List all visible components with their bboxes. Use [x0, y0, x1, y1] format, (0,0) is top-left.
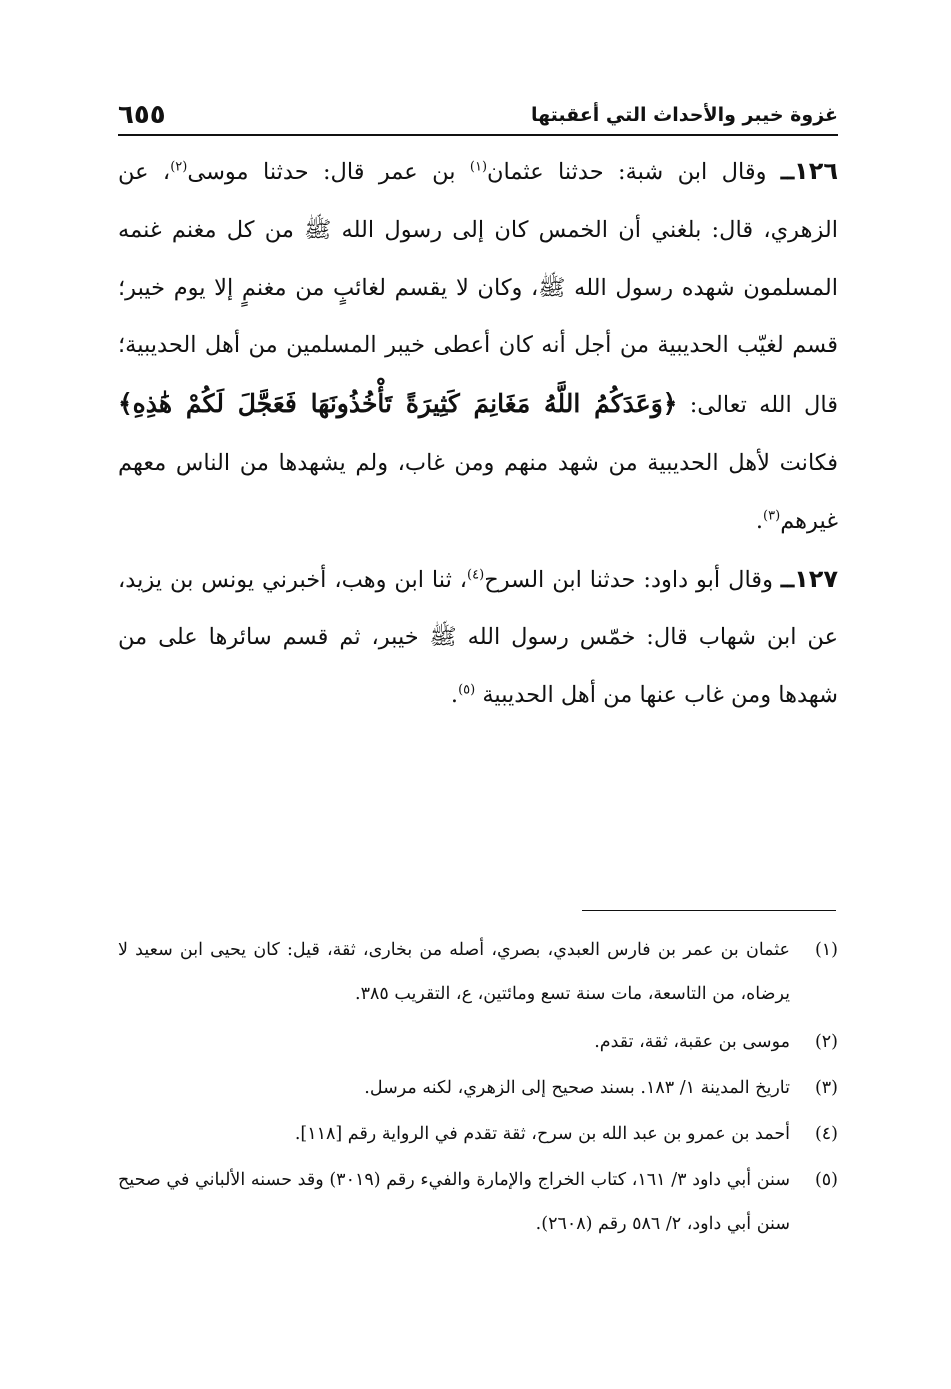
hadith-number: ١٢٦ [794, 157, 838, 185]
footnote-item [118, 928, 838, 1020]
footnote-text: سنن أبي داود ٣/ ١٦١، كتاب الخراج والإمارة والفيء رقم (٣٠١٩) وقد حسنه الألباني في صحيح سنن أبي داود، ٢/ ٥٨٦ رقم (٢٦٠٨). [118, 1170, 790, 1234]
running-title: غزوة خيبر والأحداث التي أعقبتها [530, 104, 838, 126]
footnote-ref-2[interactable]: (٢) [170, 159, 188, 175]
footnote-ref-4[interactable]: (٤) [467, 567, 485, 583]
footnote-ref-3[interactable]: (٣) [763, 508, 781, 524]
page-header [118, 96, 838, 130]
hadith-text: بن عمر قال: حدثنا موسى [187, 159, 470, 185]
footnotes [118, 928, 838, 1250]
main-text [118, 143, 838, 725]
footnote-item [118, 1158, 838, 1250]
footnote-item [118, 1112, 838, 1158]
footnote-text: أحمد بن عمرو بن عبد الله بن سرح، ثقة تقدم في الرواية رقم [١١٨]. [294, 1124, 790, 1144]
hadith-127 [118, 551, 838, 725]
footnote-item [118, 1020, 838, 1066]
hadith-text: ، عن الزهري، قال: بلغني أن الخمس كان إلى رسول الله ﷺ من كل مغنم غنمه المسلمون شهده رسول الله ﷺ، وكان لا يقسم لغائبٍ من مغنمٍ إلا يوم خيبر؛ قسم لغيّب الحديبية من أجل أنه كان أعطى خيبر المسلمين من أهل الحديبية؛ قال الله تعالى: [118, 159, 838, 419]
footnote-item [118, 1066, 838, 1112]
hadith-dash: ــ [780, 159, 795, 185]
footnote-separator [582, 910, 836, 911]
hadith-text: وقال ابن شبة: حدثنا عثمان [487, 159, 781, 185]
header-rule [118, 134, 838, 136]
hadith-dash: ــ [780, 566, 795, 593]
hadith-text: وقال أبو داود: حدثنا ابن السرح [484, 566, 781, 593]
footnote-number: (٢) [814, 1032, 838, 1052]
footnote-text: موسى بن عقبة، ثقة، تقدم. [594, 1032, 790, 1052]
quran-verse: ﴿وَعَدَكُمُ اللَّهُ مَغَانِمَ كَثِيرَةً تَأْخُذُونَهَا فَعَجَّلَ لَكُمْ هَٰذِهِ﴾ [118, 389, 678, 419]
footnote-ref-1[interactable]: (١) [469, 159, 488, 175]
footnote-number: (١) [814, 940, 838, 960]
footnote-text: عثمان بن عمر بن فارس العبدي، بصري، أصله من بخارى، ثقة، قيل: كان يحيى ابن سعيد لا يرضاه، من التاسعة، مات سنة تسع ومائتين، ع، التقريب ٣٨٥. [118, 940, 790, 1004]
hadith-number: ١٢٧ [794, 564, 839, 593]
hadith-text: . [450, 682, 459, 709]
page-number: ٦٥٥ [118, 100, 166, 130]
footnote-number: (٤) [814, 1124, 838, 1144]
hadith-126 [118, 143, 838, 551]
footnote-text: تاريخ المدينة ١/ ١٨٣. بسند صحيح إلى الزهري، لكنه مرسل. [364, 1078, 790, 1098]
footnote-ref-5[interactable]: (٥) [458, 682, 476, 698]
footnote-number: (٣) [814, 1078, 838, 1098]
hadith-text: . [755, 507, 764, 534]
hadith-text: ، ثنا ابن وهب، أخبرني يونس بن يزيد، عن ابن شهاب قال: خمّس رسول الله ﷺ خيبر، ثم قسم سائرها على من شهدها ومن غاب عنها من أهل الحديبية [118, 566, 838, 709]
hadith-text: فكانت لأهل الحديبية من شهد منهم ومن غاب، ولم يشهدها من الناس معهم غيرهم [118, 449, 838, 534]
footnote-number: (٥) [814, 1170, 838, 1190]
